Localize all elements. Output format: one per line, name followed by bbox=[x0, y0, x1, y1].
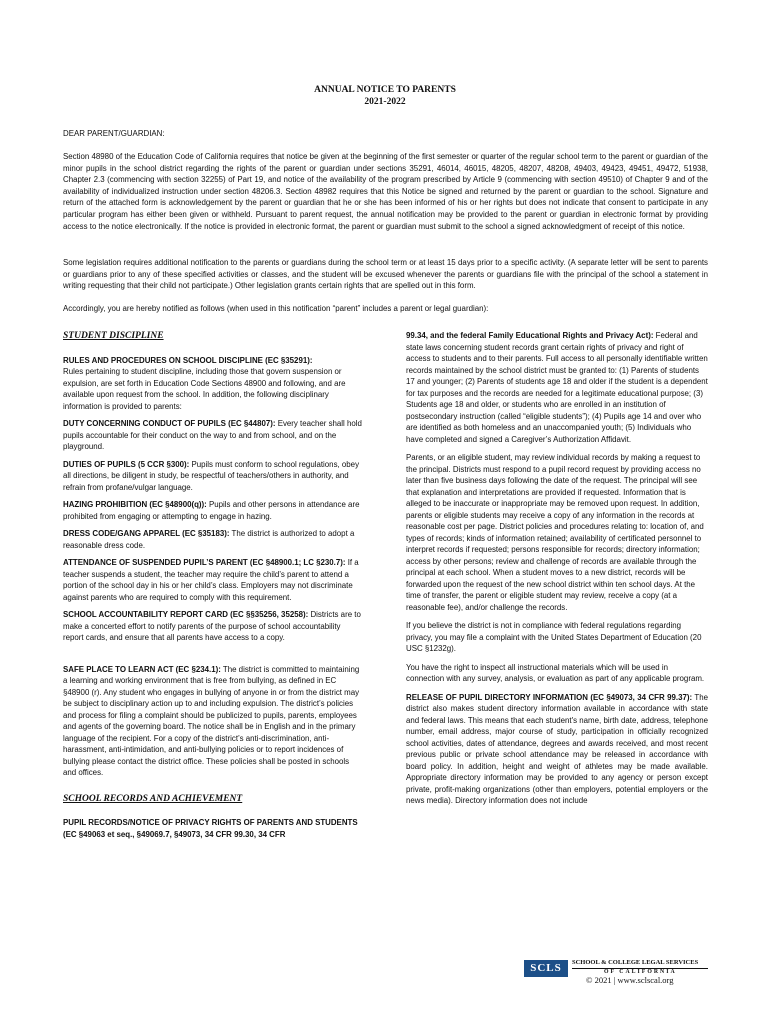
dress-code-item bbox=[63, 528, 363, 551]
intro-paragraph-1: Section 48980 of the Education Code of California requires that notice be given at the beginning of the first semester or quarter of the regular school term to the parent or guardian of the minor pupils in the school district regarding the rights of the parent or guardian under sections 35291, 46014, 46015, 48205, 48207, 48208, 49403, 49423, 49451, 49472, 51938, Chapter 2.3 (commencing with section 32255) of Part 19, and notice of the availability of the program prescribed by Article 9 (commencing with section 49510) of Chapter 9 and of the availability of individualized instruction under section 48206.3. Section 48982 requires that this Notice be signed and returned by the parent or guardian to the school. Signature and return of the attached form is acknowledgement by the parent or guardian that he or she has been informed of his or her rights but does not indicate that consent to participate in any particular program has either been given or withheld. Pursuant to parent request, the annual notification may be provided to the parent or guardian in electronic format by providing access to the notice electronically. If the notice is provided in electronic format, the parent or guardian must submit to the school a signed acknowledgment of receipt of this notice. bbox=[63, 152, 708, 231]
item-body: Districts are to make a concerted effort to notify parents of the purpose of school accountability report cards, and ensure that all parents have access to a copy. bbox=[63, 610, 361, 642]
section-heading-school-records: SCHOOL RECORDS AND ACHIEVEMENT bbox=[63, 793, 243, 804]
intro-paragraph-2: Some legislation requires additional notification to the parents or guardians during the school term or at least 15 days prior to a specific activity. (A separate letter will be sent to parents or guardians prior to any of these specified activities or classes, and the student will be excused whenever the parents or guardians file with the principal of the school a statement in writing requesting that their child not participate.) Other legislation grants certain rights that are spelled out in this form. bbox=[63, 258, 708, 291]
hazing-item bbox=[63, 499, 363, 522]
item-title: SCHOOL ACCOUNTABILITY REPORT CARD (EC §§35256, 35258): bbox=[63, 610, 309, 619]
item-title: ATTENDANCE OF SUSPENDED PUPIL’S PARENT (EC §48900.1; LC §230.7): bbox=[63, 558, 346, 567]
suspended-parent-item bbox=[63, 557, 363, 603]
item-body: Pupils and other persons in attendance are prohibited from engaging or attempting to engage in hazing. bbox=[63, 500, 360, 521]
item-body: The district is committed to maintaining a learning and working environment that is free from bullying, as defined in EC §48900 (r). Any student who engages in bullying of anyone in or from the district may be subject to disciplinary action up to and including expulsion. The district’s policies and process for filing a complaint should be publicized to pupils, parents, employees and agents of the governing board. The notice shall be in English and in the primary language of the recipient. For a copy of the district’s anti-discrimination, anti-harassment, anti-intimidation, and anti-bullying policies or to report incidences of bullying please contact the district office. These policies shall be posted in schools and offices. bbox=[63, 664, 360, 777]
document-title: ANNUAL NOTICE TO PARENTS bbox=[314, 85, 456, 95]
item-body: Every teacher shall hold pupils accountable for their conduct on the way to and from school, and on the playground. bbox=[63, 419, 362, 451]
intro-paragraph-3: Accordingly, you are hereby notified as follows (when used in this notification “parent” includes a parent or legal guardian): bbox=[63, 304, 489, 313]
report-card-item bbox=[63, 609, 363, 644]
school-year: 2021-2022 bbox=[364, 97, 406, 107]
item-title: 99.34, and the federal Family Educational Rights and Privacy Act): bbox=[406, 331, 654, 340]
item-title: RULES AND PROCEDURES ON SCHOOL DISCIPLINE (EC §35291): bbox=[63, 355, 313, 365]
section-heading-student-discipline: STUDENT DISCIPLINE bbox=[63, 331, 164, 341]
salutation: DEAR PARENT/GUARDIAN: bbox=[63, 129, 165, 138]
item-body: Rules pertaining to student discipline, including those that govern suspension or expulsion, are set forth in Education Code Sections 48900 and following, and are available upon request from the school. In addition, the following disciplinary information is provided to parents: bbox=[63, 367, 346, 411]
safe-place-item bbox=[63, 664, 363, 779]
pupil-records-title: PUPIL RECORDS/NOTICE OF PRIVACY RIGHTS OF PARENTS AND STUDENTS (EC §49063 et seq., §49069.7, §49073, 34 CFR 99.30, 34 CFR bbox=[63, 818, 358, 839]
logo-organization-name: SCHOOL & COLLEGE LEGAL SERVICES bbox=[572, 959, 699, 966]
logo-mark: SCLS bbox=[524, 960, 568, 977]
copyright-text: © 2021 | www.sclscal.org bbox=[586, 975, 674, 985]
item-title: RELEASE OF PUPIL DIRECTORY INFORMATION (EC §49073, 34 CFR 99.37): bbox=[406, 692, 693, 702]
privacy-complaint-paragraph: If you believe the district is not in compliance with federal regulations regarding privacy, you may file a complaint with the United States Department of Education (20 USC §1232g). bbox=[406, 621, 702, 653]
item-title: DUTIES OF PUPILS (5 CCR §300): bbox=[63, 459, 190, 469]
duty-conduct-item bbox=[63, 418, 363, 453]
item-body: If a teacher suspends a student, the teacher may require the child’s parent to attend a portion of the school day in his or her child’s class. Employers may not discriminate against parents who are required to comply with this requirement. bbox=[63, 558, 359, 602]
item-title: DUTY CONCERNING CONDUCT OF PUPILS (EC §44807): bbox=[63, 419, 276, 428]
left-column bbox=[63, 330, 363, 840]
review-records-paragraph: Parents, or an eligible student, may review individual records by making a request to the principal. Districts must respond to a pupil record request by providing access no later than five business days following the date of the request. The principal will see that explanation and interpretations are provided if requested. Information that is alleged to be inaccurate or inappropriate may be removed upon request. In addition, parents or eligible students may receive a copy of any information in the records at reasonable cost per page. District policies and procedures relating to: location of, and types of records; kinds of information retained; availability of certificated personnel to interpret records if requested; persons responsible for records; directory information; access by other persons; review and challenge of records are available through the principal at each school. When a student moves to a new district, records will be forwarded upon the request of the new school district within ten school days. At the time of transfer, the parent or eligible student may review, receive a copy (at a reasonable fee), and/or challenge the records. bbox=[406, 453, 704, 612]
item-body: The district also makes student directory information available in accordance with state and federal laws. This means that each student's name, birth date, address, telephone number, email address, major course of study, participation in officially recognized school activities, dates of attendance, degrees and awards received, and most recent previous public or private school attendance may be released in accordance with board policy. In addition, height and weight of athletes may be made available. Appropriate directory information may be provided to any agency or person except private, profit-making organizations (other than employers, potential employers or the news media). Directory information does not include bbox=[406, 692, 708, 805]
pupil-records-continued bbox=[406, 330, 708, 445]
rules-procedures-item bbox=[63, 355, 363, 413]
duties-pupils-item bbox=[63, 459, 363, 494]
right-column bbox=[406, 330, 708, 807]
item-title: SAFE PLACE TO LEARN ACT (EC §234.1): bbox=[63, 664, 221, 674]
item-body: Pupils must conform to school regulations, obey all directions, be diligent in study, be respectful of teachers/others in authority, and refrain from profane/vulgar language. bbox=[63, 459, 360, 492]
inspect-materials-paragraph: You have the right to inspect all instructional materials which will be used in connection with any survey, analysis, or evaluation as part of any applicable program. bbox=[406, 662, 705, 683]
item-body: Federal and state laws concerning student records grant certain rights of privacy and right of access to students and to their parents. Full access to all personally identifiable written records maintained by the school district must be granted to: (1) Parents of students 17 and younger; (2) Parents of students age 18 and older if the student is a dependent for tax purposes and the records are needed for a legitimate educational purpose; (3) Students age 18 and older, or students who are enrolled in an institution of postsecondary instruction (called “eligible students”); (4) Pupils age 14 and over who are identified as both homeless and an unaccompanied youth; (5) Individuals who have completed and signed a Caregiver’s Authorization Affidavit. bbox=[406, 331, 708, 444]
item-title: DRESS CODE/GANG APPAREL (EC §35183): bbox=[63, 529, 230, 538]
directory-information-item bbox=[406, 692, 708, 807]
item-title: HAZING PROHIBITION (EC §48900(q)): bbox=[63, 500, 207, 509]
item-body: The district is authorized to adopt a reasonable dress code. bbox=[63, 529, 355, 550]
logo-state: OF CALIFORNIA bbox=[604, 969, 677, 975]
